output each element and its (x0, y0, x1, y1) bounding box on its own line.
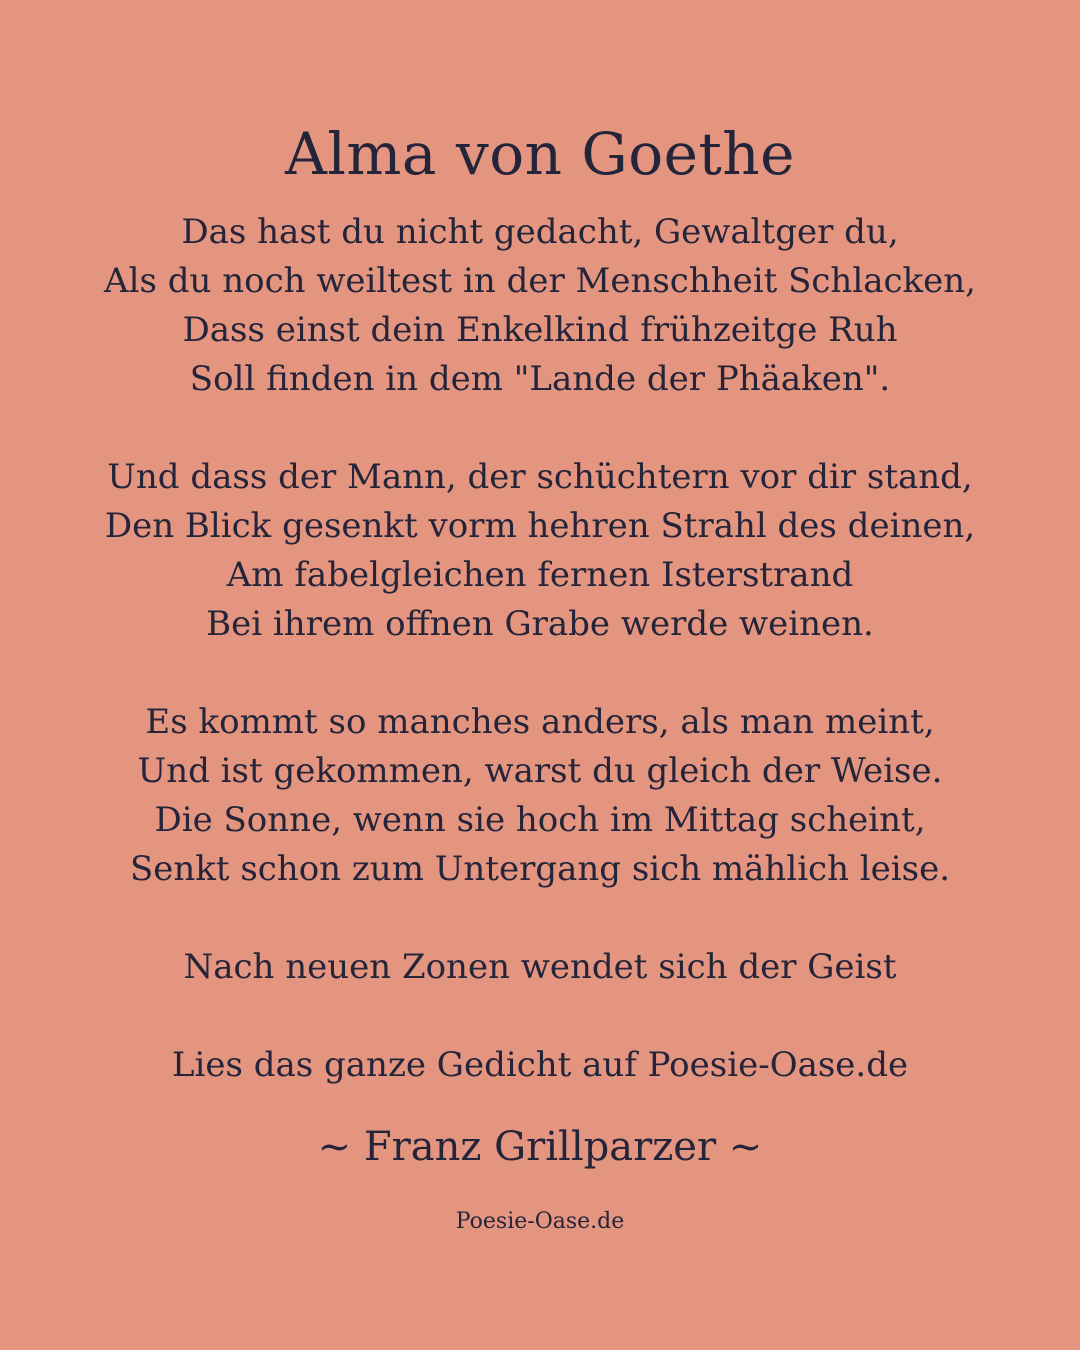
stanza-2 (40, 453, 1040, 649)
author-name: ~ Franz Grillparzer ~ (317, 1124, 763, 1170)
poem-line: Soll finden in dem "Lande der Phäaken". (189, 359, 891, 399)
site-watermark: Poesie-Oase.de (455, 1209, 625, 1234)
poem-line: Dass einst dein Enkelkind frühzeitge Ruh (182, 310, 898, 350)
poem-line: Nach neuen Zonen wendet sich der Geist (183, 947, 897, 987)
poem-line: Und ist gekommen, warst du gleich der Weise. (137, 751, 943, 791)
poem-line: Das hast du nicht gedacht, Gewaltger du, (181, 212, 899, 252)
poem-line: Am fabelgleichen fernen Isterstrand (226, 555, 854, 595)
poem-line: Und dass der Mann, der schüchtern vor dir stand, (107, 457, 973, 497)
stanza-1 (40, 208, 1040, 404)
poem-line: Die Sonne, wenn sie hoch im Mittag scheint, (154, 800, 926, 840)
poem-line: Den Blick gesenkt vorm hehren Strahl des deinen, (104, 506, 976, 546)
poem-body (40, 208, 1040, 1041)
stanza-4 (40, 943, 1040, 992)
poem-title: Alma von Goethe (285, 120, 795, 188)
read-more-text: Lies das ganze Gedicht auf Poesie-Oase.de (171, 1045, 909, 1085)
stanza-3 (40, 698, 1040, 894)
poem-line: Bei ihrem offnen Grabe werde weinen. (206, 604, 874, 644)
poem-line: Als du noch weiltest in der Menschheit Schlacken, (104, 261, 976, 301)
poem-line: Es kommt so manches anders, als man meint, (145, 702, 935, 742)
poem-line: Senkt schon zum Untergang sich mählich leise. (129, 849, 951, 889)
